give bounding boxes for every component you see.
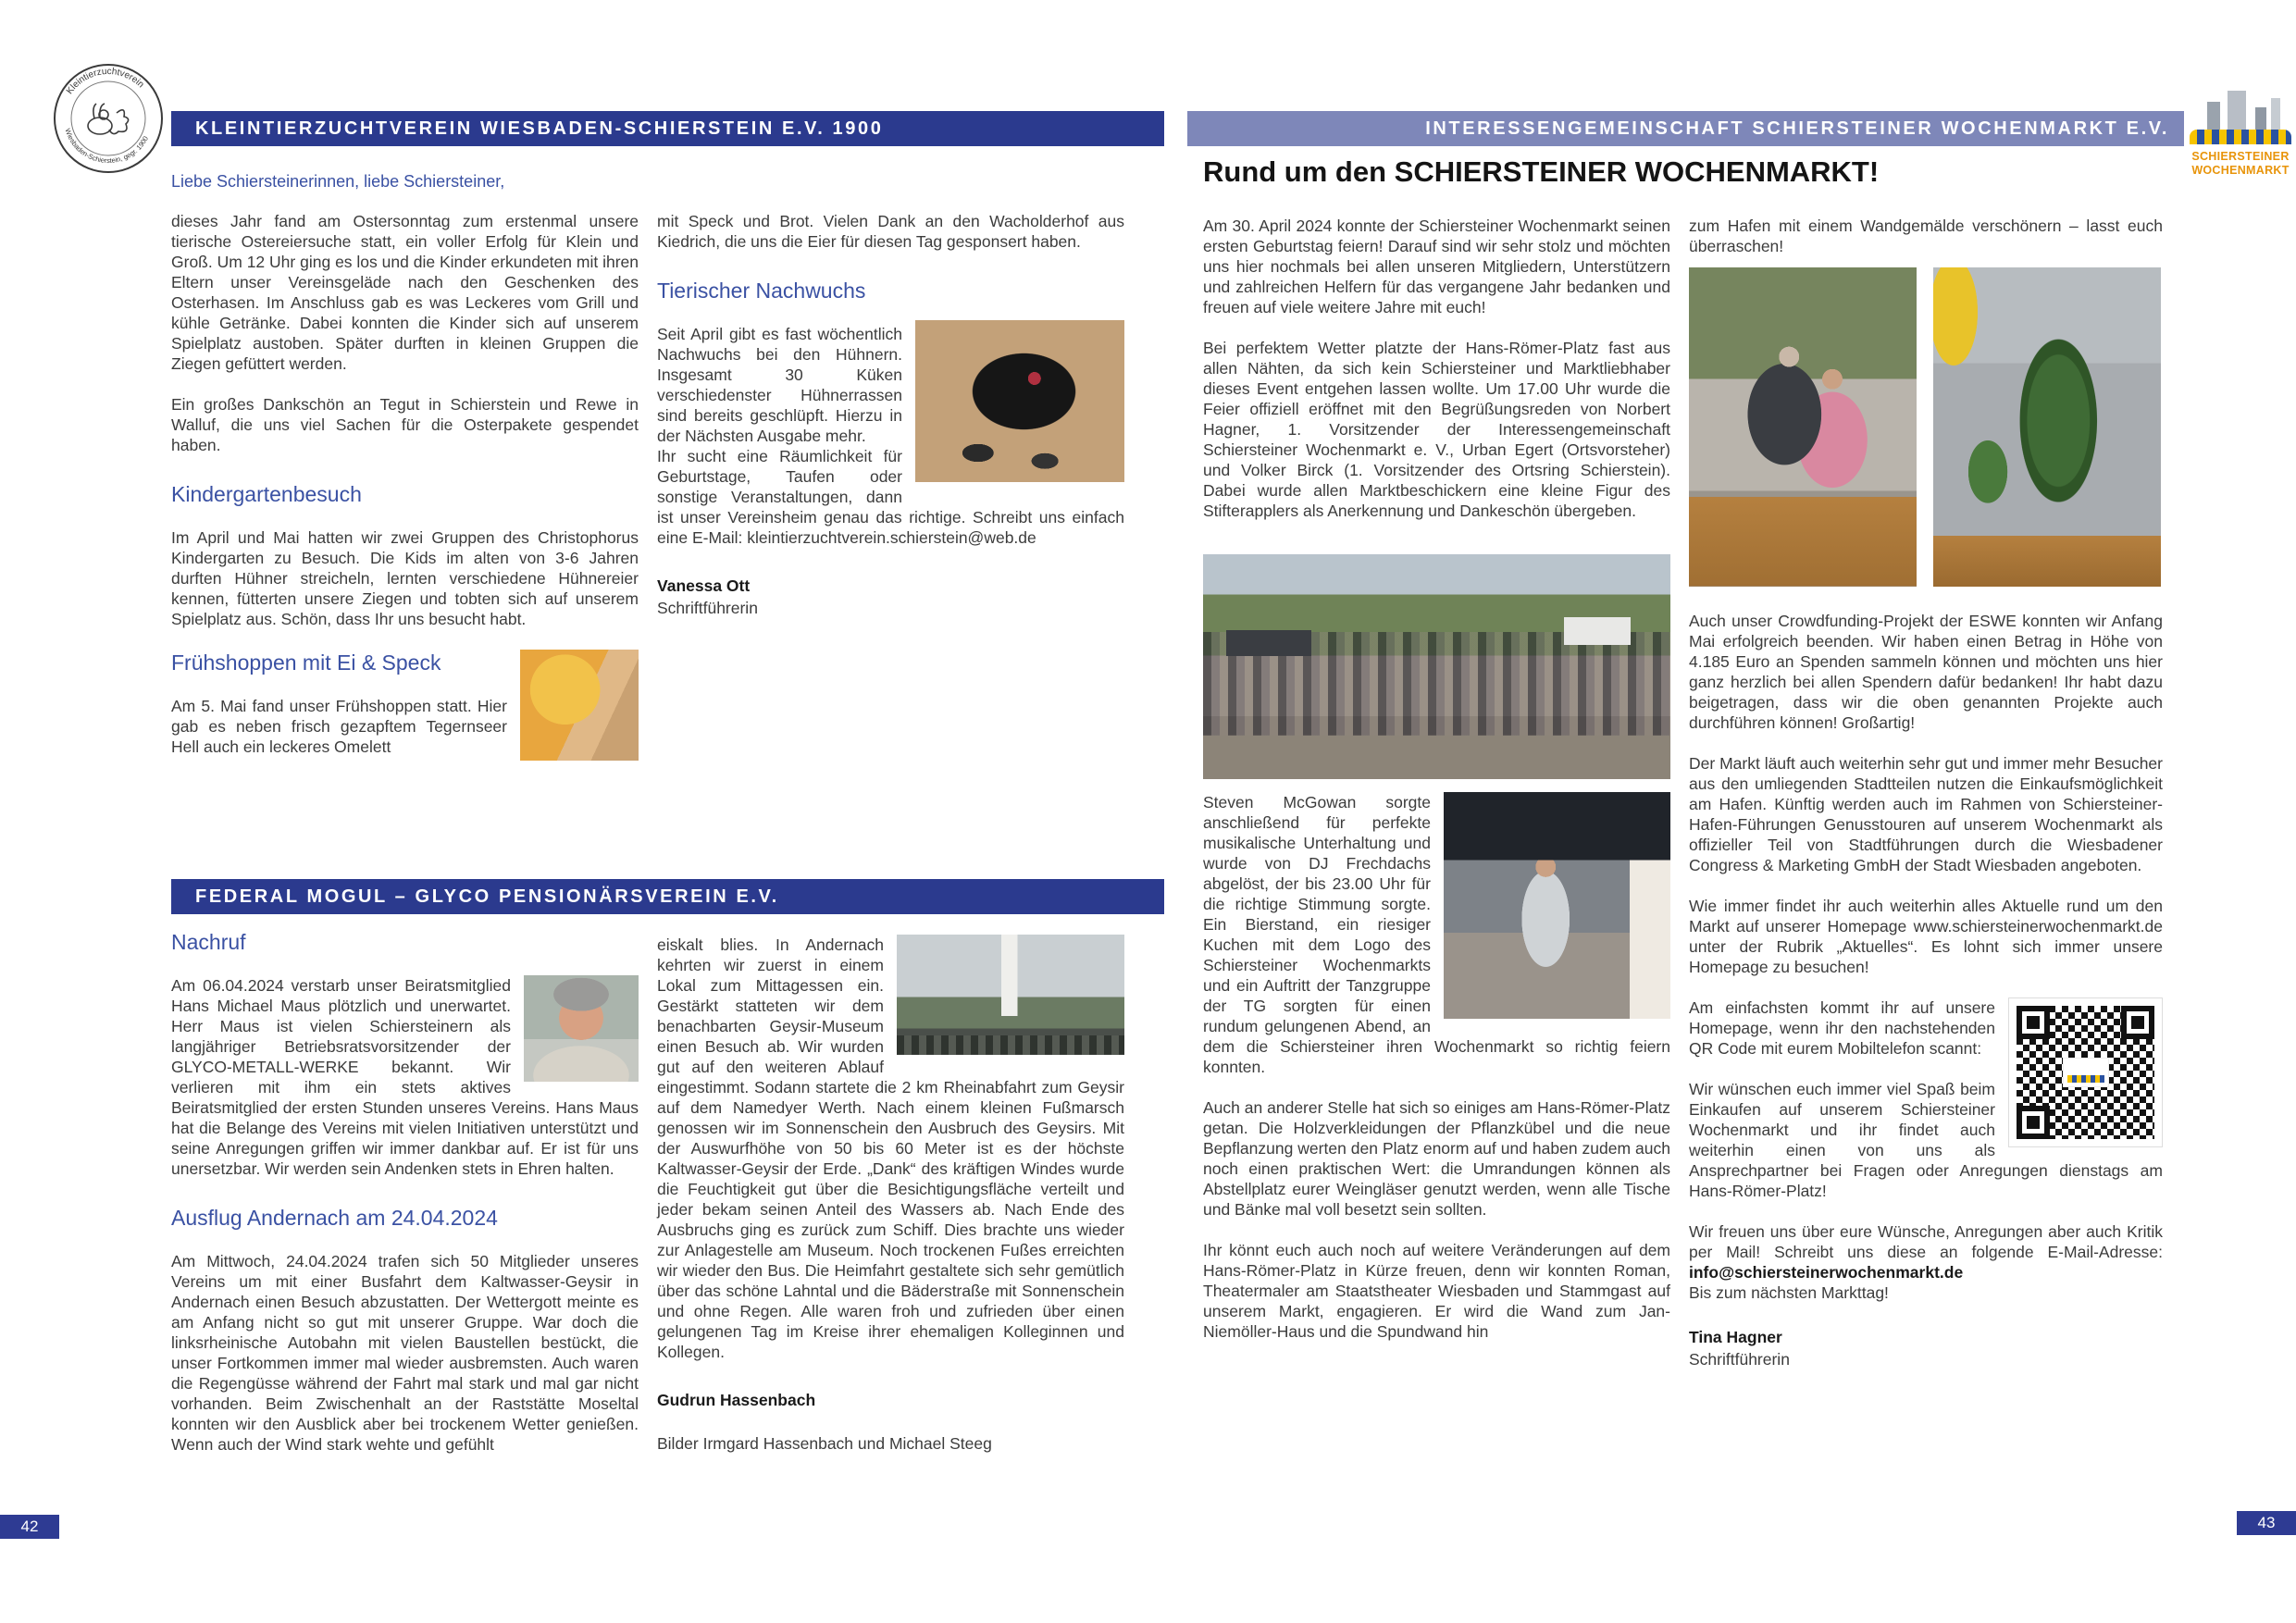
para-ostereiersuche: dieses Jahr fand am Ostersonntag zum erstenmal unsere tierische Ostereiersuche statt, ein voller Erfolg für Klein und Groß. Um 12 Uhr ging es los und die Kinder erkundeten mit ihren Eltern unser Vereinsgeläde nach den Geschenken des Osterhasen. Im Anschluss gab es was Leckeres vom Grill und kühle Getränke. Dabei konnten die Kinder sich auf unserem Spielplatz austoben. Später durften in kleinen Gruppen die Ziegen gefüttert werden. <box>171 212 639 373</box>
para-crowdfunding: Auch unser Crowdfunding-Projekt der ESWE konnten wir Anfang Mai erfolgreich beenden. Wir haben einen Betrag in Höhe von 4.185 Euro an Spenden sammeln können und möchten uns hier ganz herzlich bei allen Spendern dafür bedanken! Ihr habt dazu beigetragen, dass wir die oben genannten Projekte auch durchführen können! Großartig! <box>1689 612 2163 732</box>
page-number-43: 43 <box>2237 1511 2296 1535</box>
fm-col-2 <box>657 935 1124 1454</box>
planter-photo-row <box>1689 267 2163 587</box>
email-address: info@schiersteinerwochenmarkt.de <box>1689 1263 1964 1282</box>
photo-credits: Bilder Irmgard Hassenbach und Michael Steeg <box>657 1434 992 1453</box>
role-schriftfuehrerin-right: Schriftführerin <box>1689 1350 1790 1369</box>
qr-center-logo-icon <box>2063 1058 2109 1087</box>
para-feier: Bei perfektem Wetter platzte der Hans-Römer-Platz fast aus allen Nähten, da sich kein Schiersteiner und Marktliebhaber dieses Event entgehen lassen wollte. Um 17.00 Uhr wurde die Feier offiziell eröffnet mit den Begrüßungsreden von Norbert Hagner, 1. Vorsitzender der Interessengemeinschaft Schiersteiner Wochenmarkt e. V., Urban Egert (Ortsvorsteher) und Volker Birck (1. Vorsitzender des Ortsring Schierstein). Dabei wurde allen Marktbeschickern eine kleine Figur des Stifterapplers als Anerkennung und Dankeschön übergeben. <box>1203 339 1670 520</box>
planter-build-photo <box>1689 267 1917 587</box>
para-nachruf <box>171 975 639 1179</box>
para-spass: Wir wünschen euch immer viel Spaß beim Einkaufen auf unserem Schiersteiner Wochenmarkt und ihr findet auch weiterhin einen von uns als Ansprechpartner bei Fragen oder Anregungen dienstags am Hans-Römer-Platz! <box>1689 1080 2163 1200</box>
logo-arc-bottom-text: Wiesbaden-Schierstein, gegr. 1900 <box>63 127 151 166</box>
para-dankeschoen: Ein großes Dankschön an Tegut in Schierstein und Rewe in Walluf, die uns viel Sachen für die Osterpakete gespendet haben. <box>171 395 639 454</box>
logo-text-line1: SCHIERSTEINER <box>2191 150 2290 163</box>
heading-kindergartenbesuch: Kindergartenbesuch <box>171 482 362 506</box>
para-nachwuchs <box>657 324 1124 548</box>
page-title: Rund um den SCHIERSTEINER WOCHENMARKT! <box>1203 155 1880 188</box>
market-crowd-photo <box>1203 554 1670 779</box>
para-qr-text: Am einfachsten kommt ihr auf unsere Homepage, wenn ihr den nachstehenden QR Code mit eurem Mobiltelefon scannt: <box>1689 998 1995 1058</box>
para-wandgemaelde: zum Hafen mit einem Wandgemälde verschönern – lasst euch überraschen! <box>1689 217 2163 255</box>
wochenmarkt-logo-icon <box>2190 76 2291 198</box>
para-nachruf-text: Am 06.04.2024 verstarb unser Beiratsmitglied Hans Michael Maus plötzlich und unerwartet. Herr Maus ist vielen Schiersteinern als langjähriger Betriebsratsvorsitzender der GLYCO-METALL-WERKE bekannt. Wir verlieren mit ihm ein stets aktives Beiratsmitglied der ersten Stunden unseres Vereins. Hans Maus hat die Belange des Vereins mit vielen Initiativen unterstützt und seine Anregungen griffen wir immer dankbar auf. Er ist für uns unersetzbar. Wir werden sein Andenken stets in Ehren halten. <box>171 976 639 1178</box>
left-col-1 <box>171 211 639 777</box>
town-sketch-icon <box>2190 76 2291 130</box>
banner-federal-mogul: FEDERAL MOGUL – GLYCO PENSIONÄRSVEREIN E.V. <box>171 879 1164 914</box>
signature-vanessa-ott: Vanessa Ott <box>657 576 751 595</box>
para-pflanzkuebel: Auch an anderer Stelle hat sich so einiges am Hans-Römer-Platz getan. Die Holzverkleidungen der Pflanzkübel und die neue Bepflanzung werten den Platz enorm auf und haben zudem auch noch einen praktischen Wert: die Umrandungen können als Abstellplatz eurer Weingläser genutzt werden, wenn alle Tische und Bänke mal voll besetzt sein sollten. <box>1203 1098 1670 1219</box>
maus-portrait-photo <box>524 975 639 1082</box>
heading-ausflug-andernach: Ausflug Andernach am 24.04.2024 <box>171 1206 498 1230</box>
para-veraenderungen: Ihr könnt euch auch noch auf weitere Veränderungen auf dem Hans-Römer-Platz in Kürze freuen, denn wir konnten Roman, Theatermaler am Staatstheater Wiesbaden und Stammgast auf unserem Markt, engagieren. Er wird die Wand zum Jan-Niemöller-Haus und die Spundwand hin <box>1203 1241 1670 1341</box>
para-geburtstag: Am 30. April 2024 konnte der Schiersteiner Wochenmarkt seinen ersten Geburtstag feiern! Darauf sind wir sehr stolz und möchten uns hier nochmals bei allen unseren Mitgliedern, Unterstützern und zahlreichen Helfern für das vergangene Jahr bedanken und freuen auf viele weitere Jahre mit euch! <box>1203 217 1670 316</box>
para-andernach-text: eiskalt blies. In Andernach kehrten wir zuerst in einem Lokal zum Mittagessen ein. Gestärkt statteten wir dem benachbarten Geysir-Museum einen Besuch ab. Wir wurden gut auf den weiteren Ablauf eingestimmt. Sodann startete die 2 km Rheinabfahrt zum Geysir auf dem Namedyer Werth. Nach einem kleinen Fußmarsch genossen wir im Sonnenschein den Ausbruch des Geysirs. Mit der Auswurfhöhe von 50 bis 60 Meter ist es der höchste Kaltwasser-Geysir der Erde. „Dank“ des kräftigen Windes wurde die Feuchtigkeit gut über die Besichtigungsfläche verteilt und jeder bekam seinen Anteil des Wassers ab. Nach Ende des Ausbruchs ging es zurück zum Schiff. Dies brachte uns wieder zur Anlagestelle am Museum. Noch trockenen Fußes erreichten wir wieder den Bus. Die Heimfahrt gestaltete sich sehr gemütlich über das schöne Lahntal und die Bäderstraße mit Sonnenschein und ohne Regen. Alle waren froh und zufrieden über einen gelungenen Tag im Kreise ihrer ehemaligen Kolleginnen und Kollegen. <box>657 935 1124 1361</box>
signature-tina-hagner: Tina Hagner <box>1689 1328 1782 1346</box>
para-kindergarten: Im April und Mai hatten wir zwei Gruppen des Christophorus Kindergarten zu Besuch. Die Kids im alten von 3-6 Jahren durften Hühner streicheln, lernten verschiedene Hühnereier kennen, fütterten unsere Ziegen und tobten sich auf unserem Spielplatz aus. Schön, dass Ihr uns besucht habt. <box>171 528 639 628</box>
para-wuensche <box>1689 1221 2163 1303</box>
hen-chicks-photo <box>915 320 1124 482</box>
greeting-line: Liebe Schiersteinerinnen, liebe Schiersteiner, <box>171 172 505 191</box>
para-mcgowan-text: Steven McGowan sorgte anschließend für perfekte musikalische Unterhaltung und wurde von DJ Frechdachs abgelöst, der bis 23.00 Uhr für die richtige Stimmung sorgte. Ein Bierstand, ein riesiger Kuchen mit dem Logo des Schiersteiner Wochenmarkts und ein Auftritt der Tanzgruppe der TG sorgten für einen rundum gelungenen Abend, an dem die Schiersteiner ihren Wochenmarkt so richtig feiern konnten. <box>1203 793 1670 1076</box>
fruehshoppen-group <box>171 650 639 757</box>
para-nachwuchs-text-b: Ihr sucht eine Räumlichkeit für Geburtstage, Taufen oder sonstige Veranstaltungen, dann ist unser Vereinsheim genau das richtige. Schreibt uns einfach eine E-Mail: kleintierzuchtverein.schierstein@web.de <box>657 447 1124 547</box>
banner-kleintierzuchtverein: KLEINTIERZUCHTVEREIN WIESBADEN-SCHIERSTEIN E.V. 1900 <box>171 111 1164 146</box>
heading-tierischer-nachwuchs: Tierischer Nachwuchs <box>657 279 866 303</box>
left-col-2 <box>657 211 1124 620</box>
musician-photo <box>1444 792 1670 1019</box>
para-speck-brot: mit Speck und Brot. Vielen Dank an den Wacholderhof aus Kiedrich, die uns die Eier für diesen Tag gesponsert haben. <box>657 212 1124 251</box>
para-ausflug: Am Mittwoch, 24.04.2024 trafen sich 50 Mitglieder unseres Vereins um mit einer Busfahrt dem Kaltwasser-Geysir in Andernach einen Besuch abzustatten. Der Wettergott meinte es am Anfang nicht so gut mit unserer Gruppe. War doch die linksrheinische Autobahn mit vielen Baustellen bestückt, die unser Fortkommen immer mal wieder ausbremsten. Auch waren die Regengüsse während der Fahrt mal stark und mal gar nicht vorhanden. Beim Zwischenhalt an der Raststätte Moseltal konnten wir den Ausblick aber bei trockenem Wetter genießen. Wenn auch der Wind stark wehte und gefühlt <box>171 1252 639 1454</box>
right-col-2 <box>1689 216 2163 1371</box>
right-col-1 <box>1203 216 1670 1362</box>
page-number-42: 42 <box>0 1515 59 1539</box>
role-schriftfuehrerin-left: Schriftführerin <box>657 599 758 617</box>
para-nachwuchs-text-a: Seit April gibt es fast wöchentlich Nachwuchs bei den Hühnern. Insgesamt 30 Küken verschiedenster Hühnerrassen sind bereits geschlüpft. Hierzu in der Nächsten Ausgabe mehr. <box>657 325 902 445</box>
para-markttag: Bis zum nächsten Markttag! <box>1689 1283 1889 1302</box>
logo-text-line2: WOCHENMARKT <box>2191 164 2290 177</box>
qr-code <box>2008 997 2163 1147</box>
planter-green-photo <box>1933 267 2161 587</box>
para-qr <box>1689 997 2163 1059</box>
para-wuensche-text: Wir freuen uns über eure Wünsche, Anregungen aber auch Kritik per Mail! Schreibt uns diese an folgende E-Mail-Adresse: <box>1689 1222 2163 1261</box>
heading-nachruf: Nachruf <box>171 930 246 954</box>
heading-fruehshoppen: Frühshoppen mit Ei & Speck <box>171 650 441 675</box>
para-fruehshoppen: Am 5. Mai fand unser Frühshoppen statt. Hier gab es neben frisch gezapftem Tegernseer Hell auch ein leckeres Omelett <box>171 697 507 756</box>
signature-gudrun-hassenbach: Gudrun Hassenbach <box>657 1391 816 1409</box>
banner-wochenmarkt: INTERESSENGEMEINSCHAFT SCHIERSTEINER WOCHENMARKT E.V. <box>1187 111 2184 146</box>
para-mcgowan <box>1203 792 1670 1077</box>
para-markt-laeuft: Der Markt läuft auch weiterhin sehr gut und immer mehr Besucher aus den umliegenden Stadtteilen nutzen die Einkaufsmöglichkeit am Hafen. Künftig werden auch im Rahmen von Schiersteiner-Hafen-Führungen Genusstouren auf unserem Wochenmarkt als offizieller Teil von Stadtführungen durch die Wiesbadener Congress & Marketing GmbH der Stadt Wiesbaden angeboten. <box>1689 754 2163 874</box>
market-awning-icon <box>2190 130 2291 144</box>
omelette-photo <box>520 650 639 761</box>
para-homepage: Wie immer findet ihr auch weiterhin alles Aktuelle rund um den Markt auf unserer Homepage www.schiersteinerwochenmarkt.de unter der Rubrik „Aktuelles“. Es lohnt sich immer unsere Homepage zu besuchen! <box>1689 897 2163 976</box>
para-andernach-fortsetzung <box>657 935 1124 1362</box>
fm-col-1 <box>171 929 639 1475</box>
kleintierzuchtverein-logo-icon <box>52 61 165 176</box>
geysir-photo <box>897 935 1124 1055</box>
logo-arc-top-text: Kleintierzuchtverein <box>64 66 146 96</box>
